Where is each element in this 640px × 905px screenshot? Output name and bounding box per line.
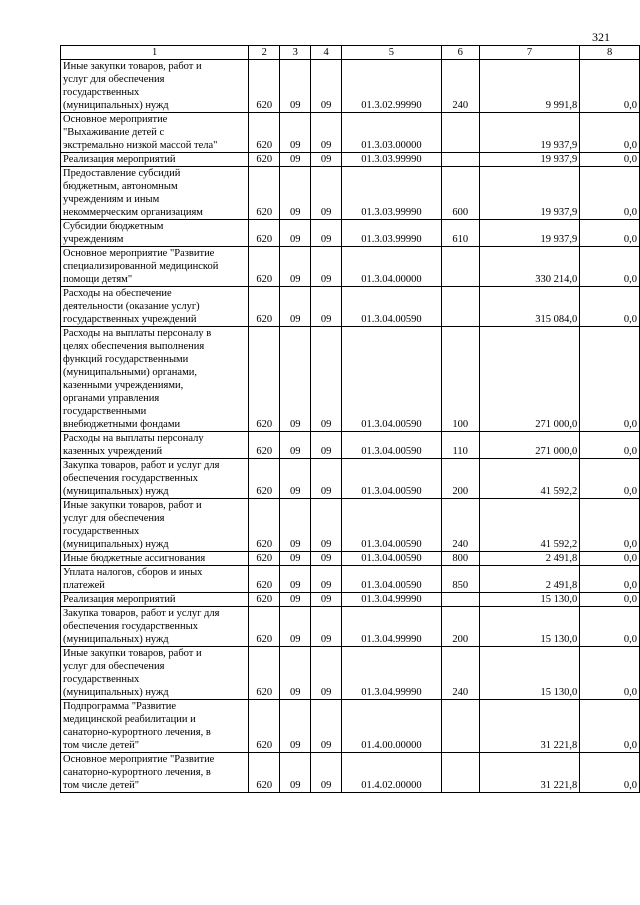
cell-expense-type: 610 [441,220,479,247]
cell-amount: 19 937,9 [479,113,580,153]
table-row [61,327,640,432]
cell-expense-type: 110 [441,432,479,459]
cell-ministry-code: 620 [249,287,280,327]
cell-target-article: 01.3.04.00590 [342,287,442,327]
cell-ministry-code: 620 [249,647,280,700]
cell-amount: 9 991,8 [479,60,580,113]
cell-name [61,432,249,459]
cell-section: 09 [280,700,311,753]
cell-target-article: 01.3.03.99990 [342,167,442,220]
cell-section: 09 [280,552,311,566]
page-number: 321 [592,30,610,44]
table-row [61,287,640,327]
cell-amount: 41 592,2 [479,459,580,499]
table-row [61,459,640,499]
row-label: Подпрограмма "Развитие медицинской реабилитации и санаторно-курортного лечения, в том числе детей" [63,701,211,751]
cell-section: 09 [280,459,311,499]
column-header: 3 [280,46,311,60]
cell-ministry-code: 620 [249,459,280,499]
cell-subsection: 09 [311,432,342,459]
cell-name [61,247,249,287]
cell-name [61,113,249,153]
cell-target-article: 01.4.02.00000 [342,753,442,793]
cell-ministry-code: 620 [249,327,280,432]
cell-expense-type [441,287,479,327]
cell-target-article: 01.3.04.99990 [342,607,442,647]
cell-subsection: 09 [311,753,342,793]
table-row [61,647,640,700]
cell-subsection: 09 [311,60,342,113]
row-label: Расходы на выплаты персоналу казенных учреждений [63,433,204,457]
cell-amount: 271 000,0 [479,432,580,459]
cell-section: 09 [280,247,311,287]
cell-target-article: 01.3.03.99990 [342,220,442,247]
cell-amount: 2 491,8 [479,566,580,593]
row-label: Иные закупки товаров, работ и услуг для обеспечения государственных (муниципальных) нужд [63,61,202,111]
table-row [61,220,640,247]
row-label: Основное мероприятие "Развитие специализированной медицинской помощи детям" [63,248,219,285]
column-header: 2 [249,46,280,60]
column-header: 8 [580,46,640,60]
cell-section: 09 [280,167,311,220]
cell-target-article: 01.4.00.00000 [342,700,442,753]
cell-name [61,459,249,499]
cell-amount-2: 0,0 [580,327,640,432]
cell-section: 09 [280,647,311,700]
cell-section: 09 [280,60,311,113]
cell-ministry-code: 620 [249,60,280,113]
table-row [61,432,640,459]
cell-name [61,220,249,247]
cell-subsection: 09 [311,153,342,167]
cell-name [61,327,249,432]
cell-amount: 41 592,2 [479,499,580,552]
cell-ministry-code: 620 [249,753,280,793]
column-header: 4 [311,46,342,60]
cell-subsection: 09 [311,247,342,287]
table-row [61,499,640,552]
row-label: Реализация мероприятий [63,154,176,165]
row-label: Расходы на обеспечение деятельности (оказание услуг) государственных учреждений [63,288,200,325]
cell-name [61,593,249,607]
cell-target-article: 01.3.04.99990 [342,647,442,700]
cell-amount: 31 221,8 [479,700,580,753]
table-row [61,247,640,287]
cell-subsection: 09 [311,552,342,566]
cell-subsection: 09 [311,607,342,647]
cell-section: 09 [280,499,311,552]
cell-ministry-code: 620 [249,552,280,566]
cell-target-article: 01.3.04.00590 [342,432,442,459]
cell-subsection: 09 [311,167,342,220]
cell-amount: 31 221,8 [479,753,580,793]
cell-expense-type [441,153,479,167]
cell-amount-2: 0,0 [580,113,640,153]
cell-amount-2: 0,0 [580,459,640,499]
cell-amount-2: 0,0 [580,566,640,593]
cell-subsection: 09 [311,459,342,499]
cell-subsection: 09 [311,113,342,153]
cell-amount-2: 0,0 [580,593,640,607]
row-label: Основное мероприятие "Выхаживание детей с экстремально низкой массой тела" [63,114,218,151]
cell-target-article: 01.3.04.00590 [342,327,442,432]
table-row [61,753,640,793]
table-row [61,552,640,566]
cell-amount-2: 0,0 [580,647,640,700]
cell-section: 09 [280,113,311,153]
column-header: 7 [479,46,580,60]
cell-section: 09 [280,220,311,247]
cell-ministry-code: 620 [249,432,280,459]
cell-amount: 330 214,0 [479,247,580,287]
cell-subsection: 09 [311,566,342,593]
cell-name [61,647,249,700]
cell-section: 09 [280,287,311,327]
cell-amount-2: 0,0 [580,499,640,552]
cell-ministry-code: 620 [249,593,280,607]
cell-expense-type: 200 [441,607,479,647]
cell-name [61,607,249,647]
row-label: Иные бюджетные ассигнования [63,553,206,564]
cell-ministry-code: 620 [249,247,280,287]
row-label: Иные закупки товаров, работ и услуг для обеспечения государственных (муниципальных) нужд [63,648,202,698]
table-row [61,607,640,647]
column-header: 1 [61,46,249,60]
cell-expense-type [441,593,479,607]
cell-ministry-code: 620 [249,566,280,593]
cell-amount-2: 0,0 [580,700,640,753]
cell-amount: 15 130,0 [479,607,580,647]
cell-amount: 19 937,9 [479,153,580,167]
cell-expense-type [441,113,479,153]
cell-section: 09 [280,593,311,607]
cell-ministry-code: 620 [249,499,280,552]
cell-name [61,700,249,753]
cell-expense-type [441,753,479,793]
cell-amount-2: 0,0 [580,220,640,247]
row-label: Закупка товаров, работ и услуг для обеспечения государственных (муниципальных) нужд [63,608,220,645]
cell-ministry-code: 620 [249,153,280,167]
cell-expense-type: 100 [441,327,479,432]
cell-ministry-code: 620 [249,220,280,247]
cell-target-article: 01.3.04.99990 [342,593,442,607]
table-row [61,566,640,593]
cell-subsection: 09 [311,499,342,552]
row-label: Расходы на выплаты персоналу в целях обеспечения выполнения функций государственными (муниципальными) органами, казенными учреждениями, органами управления государственными внебюджетными фондами [63,328,212,430]
cell-subsection: 09 [311,327,342,432]
cell-amount-2: 0,0 [580,552,640,566]
cell-amount: 19 937,9 [479,167,580,220]
table-row [61,60,640,113]
cell-target-article: 01.3.02.99990 [342,60,442,113]
cell-name [61,287,249,327]
cell-section: 09 [280,327,311,432]
cell-target-article: 01.3.03.99990 [342,153,442,167]
cell-section: 09 [280,753,311,793]
cell-expense-type: 850 [441,566,479,593]
cell-target-article: 01.3.04.00590 [342,566,442,593]
row-label: Реализация мероприятий [63,594,176,605]
row-label: Закупка товаров, работ и услуг для обеспечения государственных (муниципальных) нужд [63,460,220,497]
cell-amount-2: 0,0 [580,432,640,459]
cell-expense-type [441,700,479,753]
cell-ministry-code: 620 [249,167,280,220]
cell-name [61,60,249,113]
cell-target-article: 01.3.03.00000 [342,113,442,153]
cell-name [61,753,249,793]
cell-name [61,566,249,593]
cell-expense-type [441,247,479,287]
cell-expense-type: 200 [441,459,479,499]
row-label: Предоставление субсидий бюджетным, автономным учреждениям и иным некоммерческим организациям [63,168,203,218]
cell-name [61,153,249,167]
row-label: Основное мероприятие "Развитие санаторно-курортного лечения, в том числе детей" [63,754,215,791]
cell-amount-2: 0,0 [580,60,640,113]
cell-amount-2: 0,0 [580,607,640,647]
column-header: 6 [441,46,479,60]
column-header: 5 [342,46,442,60]
table-header-row [61,46,640,60]
cell-amount-2: 0,0 [580,247,640,287]
cell-expense-type: 240 [441,499,479,552]
cell-ministry-code: 620 [249,700,280,753]
row-label: Субсидии бюджетным учреждениям [63,221,164,245]
cell-section: 09 [280,153,311,167]
cell-section: 09 [280,432,311,459]
cell-expense-type: 240 [441,60,479,113]
table-row [61,113,640,153]
cell-subsection: 09 [311,593,342,607]
cell-name [61,552,249,566]
cell-amount: 15 130,0 [479,593,580,607]
cell-target-article: 01.3.04.00000 [342,247,442,287]
cell-subsection: 09 [311,700,342,753]
cell-amount: 15 130,0 [479,647,580,700]
table-row [61,153,640,167]
cell-amount: 2 491,8 [479,552,580,566]
cell-subsection: 09 [311,220,342,247]
cell-amount-2: 0,0 [580,287,640,327]
cell-section: 09 [280,607,311,647]
cell-amount-2: 0,0 [580,153,640,167]
cell-ministry-code: 620 [249,113,280,153]
cell-subsection: 09 [311,287,342,327]
table-row [61,593,640,607]
cell-section: 09 [280,566,311,593]
cell-amount-2: 0,0 [580,167,640,220]
cell-amount: 271 000,0 [479,327,580,432]
cell-amount-2: 0,0 [580,753,640,793]
cell-target-article: 01.3.04.00590 [342,499,442,552]
cell-target-article: 01.3.04.00590 [342,459,442,499]
row-label: Уплата налогов, сборов и иных платежей [63,567,203,591]
budget-table [60,45,640,793]
cell-ministry-code: 620 [249,607,280,647]
cell-subsection: 09 [311,647,342,700]
table-row [61,167,640,220]
cell-name [61,167,249,220]
table-row [61,700,640,753]
cell-expense-type: 240 [441,647,479,700]
row-label: Иные закупки товаров, работ и услуг для обеспечения государственных (муниципальных) нужд [63,500,202,550]
cell-amount: 315 084,0 [479,287,580,327]
cell-amount: 19 937,9 [479,220,580,247]
cell-expense-type: 600 [441,167,479,220]
cell-expense-type: 800 [441,552,479,566]
cell-target-article: 01.3.04.00590 [342,552,442,566]
cell-name [61,499,249,552]
